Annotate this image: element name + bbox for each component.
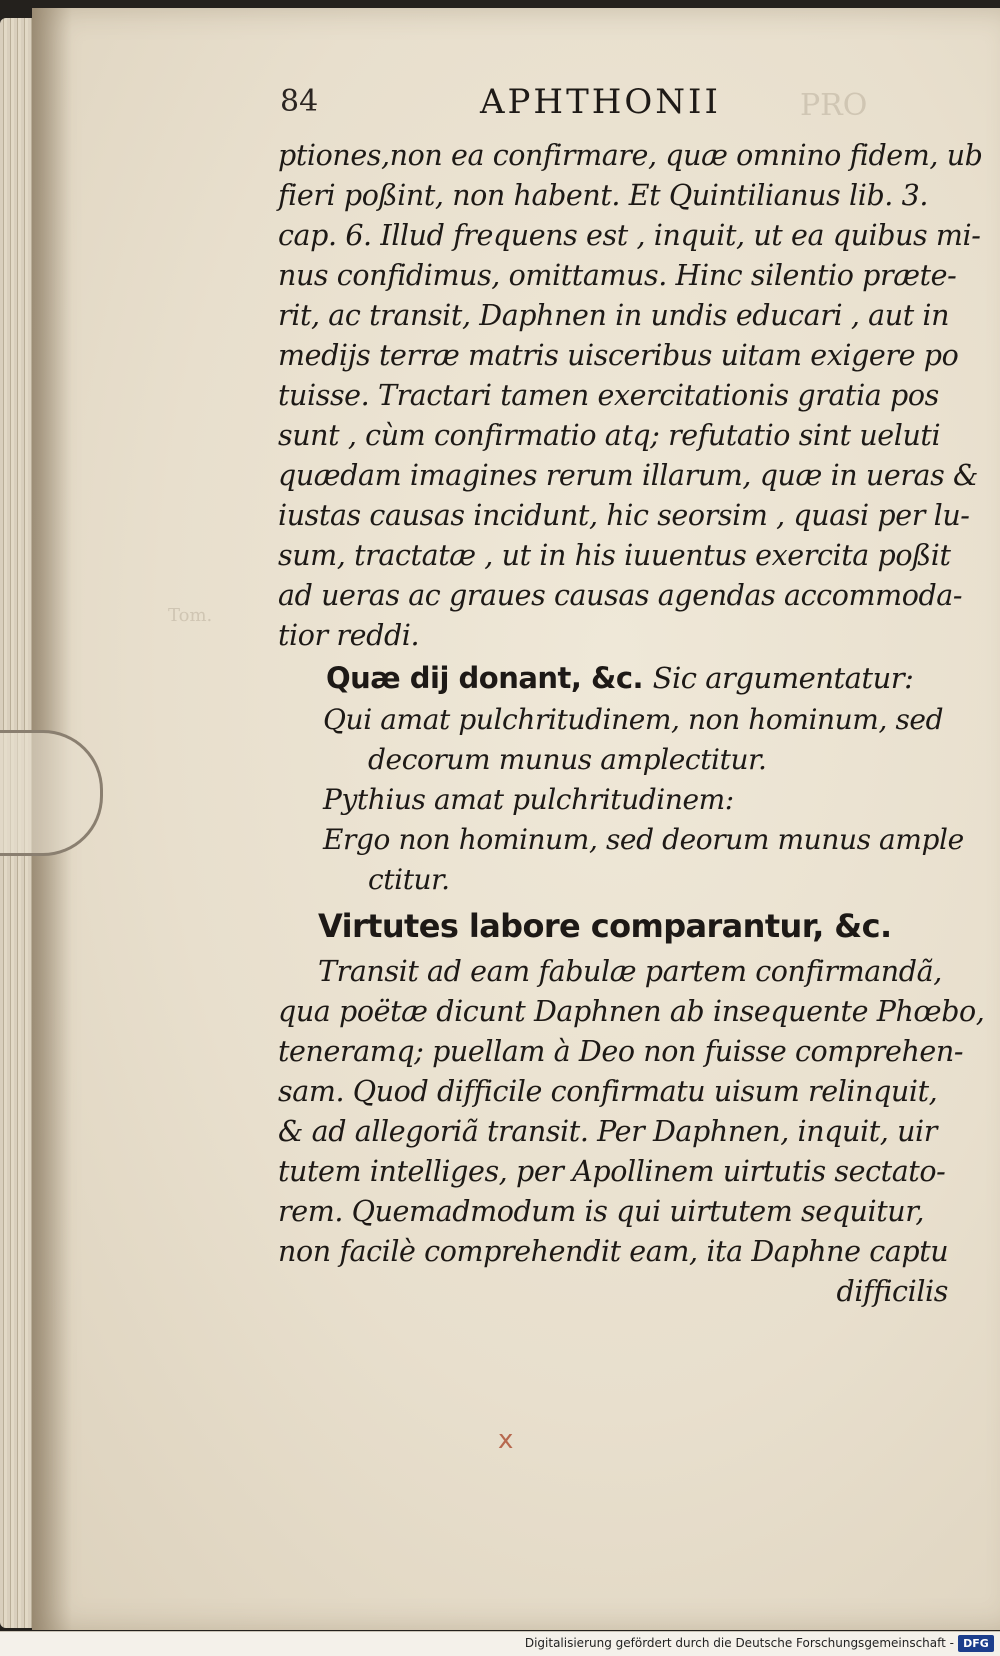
text-line: cap. 6. Illud frequens est , inquit, ut ea quibus mi- (278, 219, 981, 252)
text-line: tutem intelliges, per Apollinem uirtutis sectato- (278, 1155, 946, 1188)
funding-credit: Digitalisierung gefördert durch die Deutsche Forschungsgemeinschaft - (524, 1636, 954, 1650)
text-line: ptiones,non ea confirmare, quæ omnino fidem, ub (278, 139, 983, 172)
text-line: & ad allegoriã transit. Per Daphnen, inquit, uir (278, 1115, 937, 1148)
lemma-tail: Sic argumentatur: (652, 661, 914, 695)
dfg-logo-icon: DFG (958, 1635, 994, 1652)
syllogism-line: Ergo non hominum, sed deorum munus ample (323, 823, 964, 856)
syllogism-line: Pythius amat pulchritudinem: (323, 783, 734, 816)
text-line: fieri poßint, non habent. Et Quintilianus lib. 3. (278, 179, 928, 212)
digitization-footer (0, 1631, 1000, 1656)
text-line: quædam imagines rerum illarum, quæ in ueras & (278, 459, 978, 492)
text-line: rit, ac transit, Daphnen in undis educari , aut in (278, 299, 950, 332)
text-line: Transit ad eam fabulæ partem confirmandã, (318, 955, 942, 988)
text-line: qua poëtæ dicunt Daphnen ab insequente Phœbo, (278, 995, 985, 1028)
text-line: rem. Quemadmodum is qui uirtutem sequitur, (278, 1195, 924, 1228)
page-text (278, 136, 985, 1312)
text-line: iustas causas incidunt, hic seorsim , quasi per lu- (278, 499, 970, 532)
text-line: tuisse. Tractari tamen exercitationis gratia pos (278, 379, 939, 412)
page-number: 84 (280, 84, 319, 119)
show-through-title: PRO (800, 88, 868, 123)
text-line: non facilè comprehendit eam, ita Daphne captu (278, 1235, 949, 1268)
lemma-heading (326, 656, 948, 700)
syllogism-line: decorum munus amplectitur. (368, 743, 767, 776)
text-line: sum, tractatæ , ut in his iuuentus exercita poßit (278, 539, 951, 572)
text-line: nus confidimus, omittamus. Hinc silentio præte- (278, 259, 957, 292)
syllogism-line: ctitur. (368, 863, 450, 896)
margin-ghost-text: Tom. (168, 605, 213, 626)
text-line: ad ueras ac graues causas agendas accommoda- (278, 579, 963, 612)
text-line: teneramq; puellam à Deo non fuisse comprehen- (278, 1035, 964, 1068)
text-line: tior reddi. (278, 619, 420, 652)
stain-mark: x (498, 1425, 514, 1455)
text-line: sunt , cùm confirmatio atq; refutatio sint ueluti (278, 419, 941, 452)
running-head (280, 82, 940, 126)
text-line: sam. Quod difficile confirmatu uisum relinquit, (278, 1075, 938, 1108)
running-title: APHTHONII (480, 82, 721, 122)
section-heading: Virtutes labore comparantur, &c. (318, 907, 892, 945)
syllogism-line: Qui amat pulchritudinem, non hominum, sed (323, 703, 944, 736)
lemma-head: Quæ dij donant, &c. (326, 661, 644, 695)
catchword: difficilis (836, 1275, 948, 1308)
text-line: medijs terræ matris uisceribus uitam exigere po (278, 339, 959, 372)
